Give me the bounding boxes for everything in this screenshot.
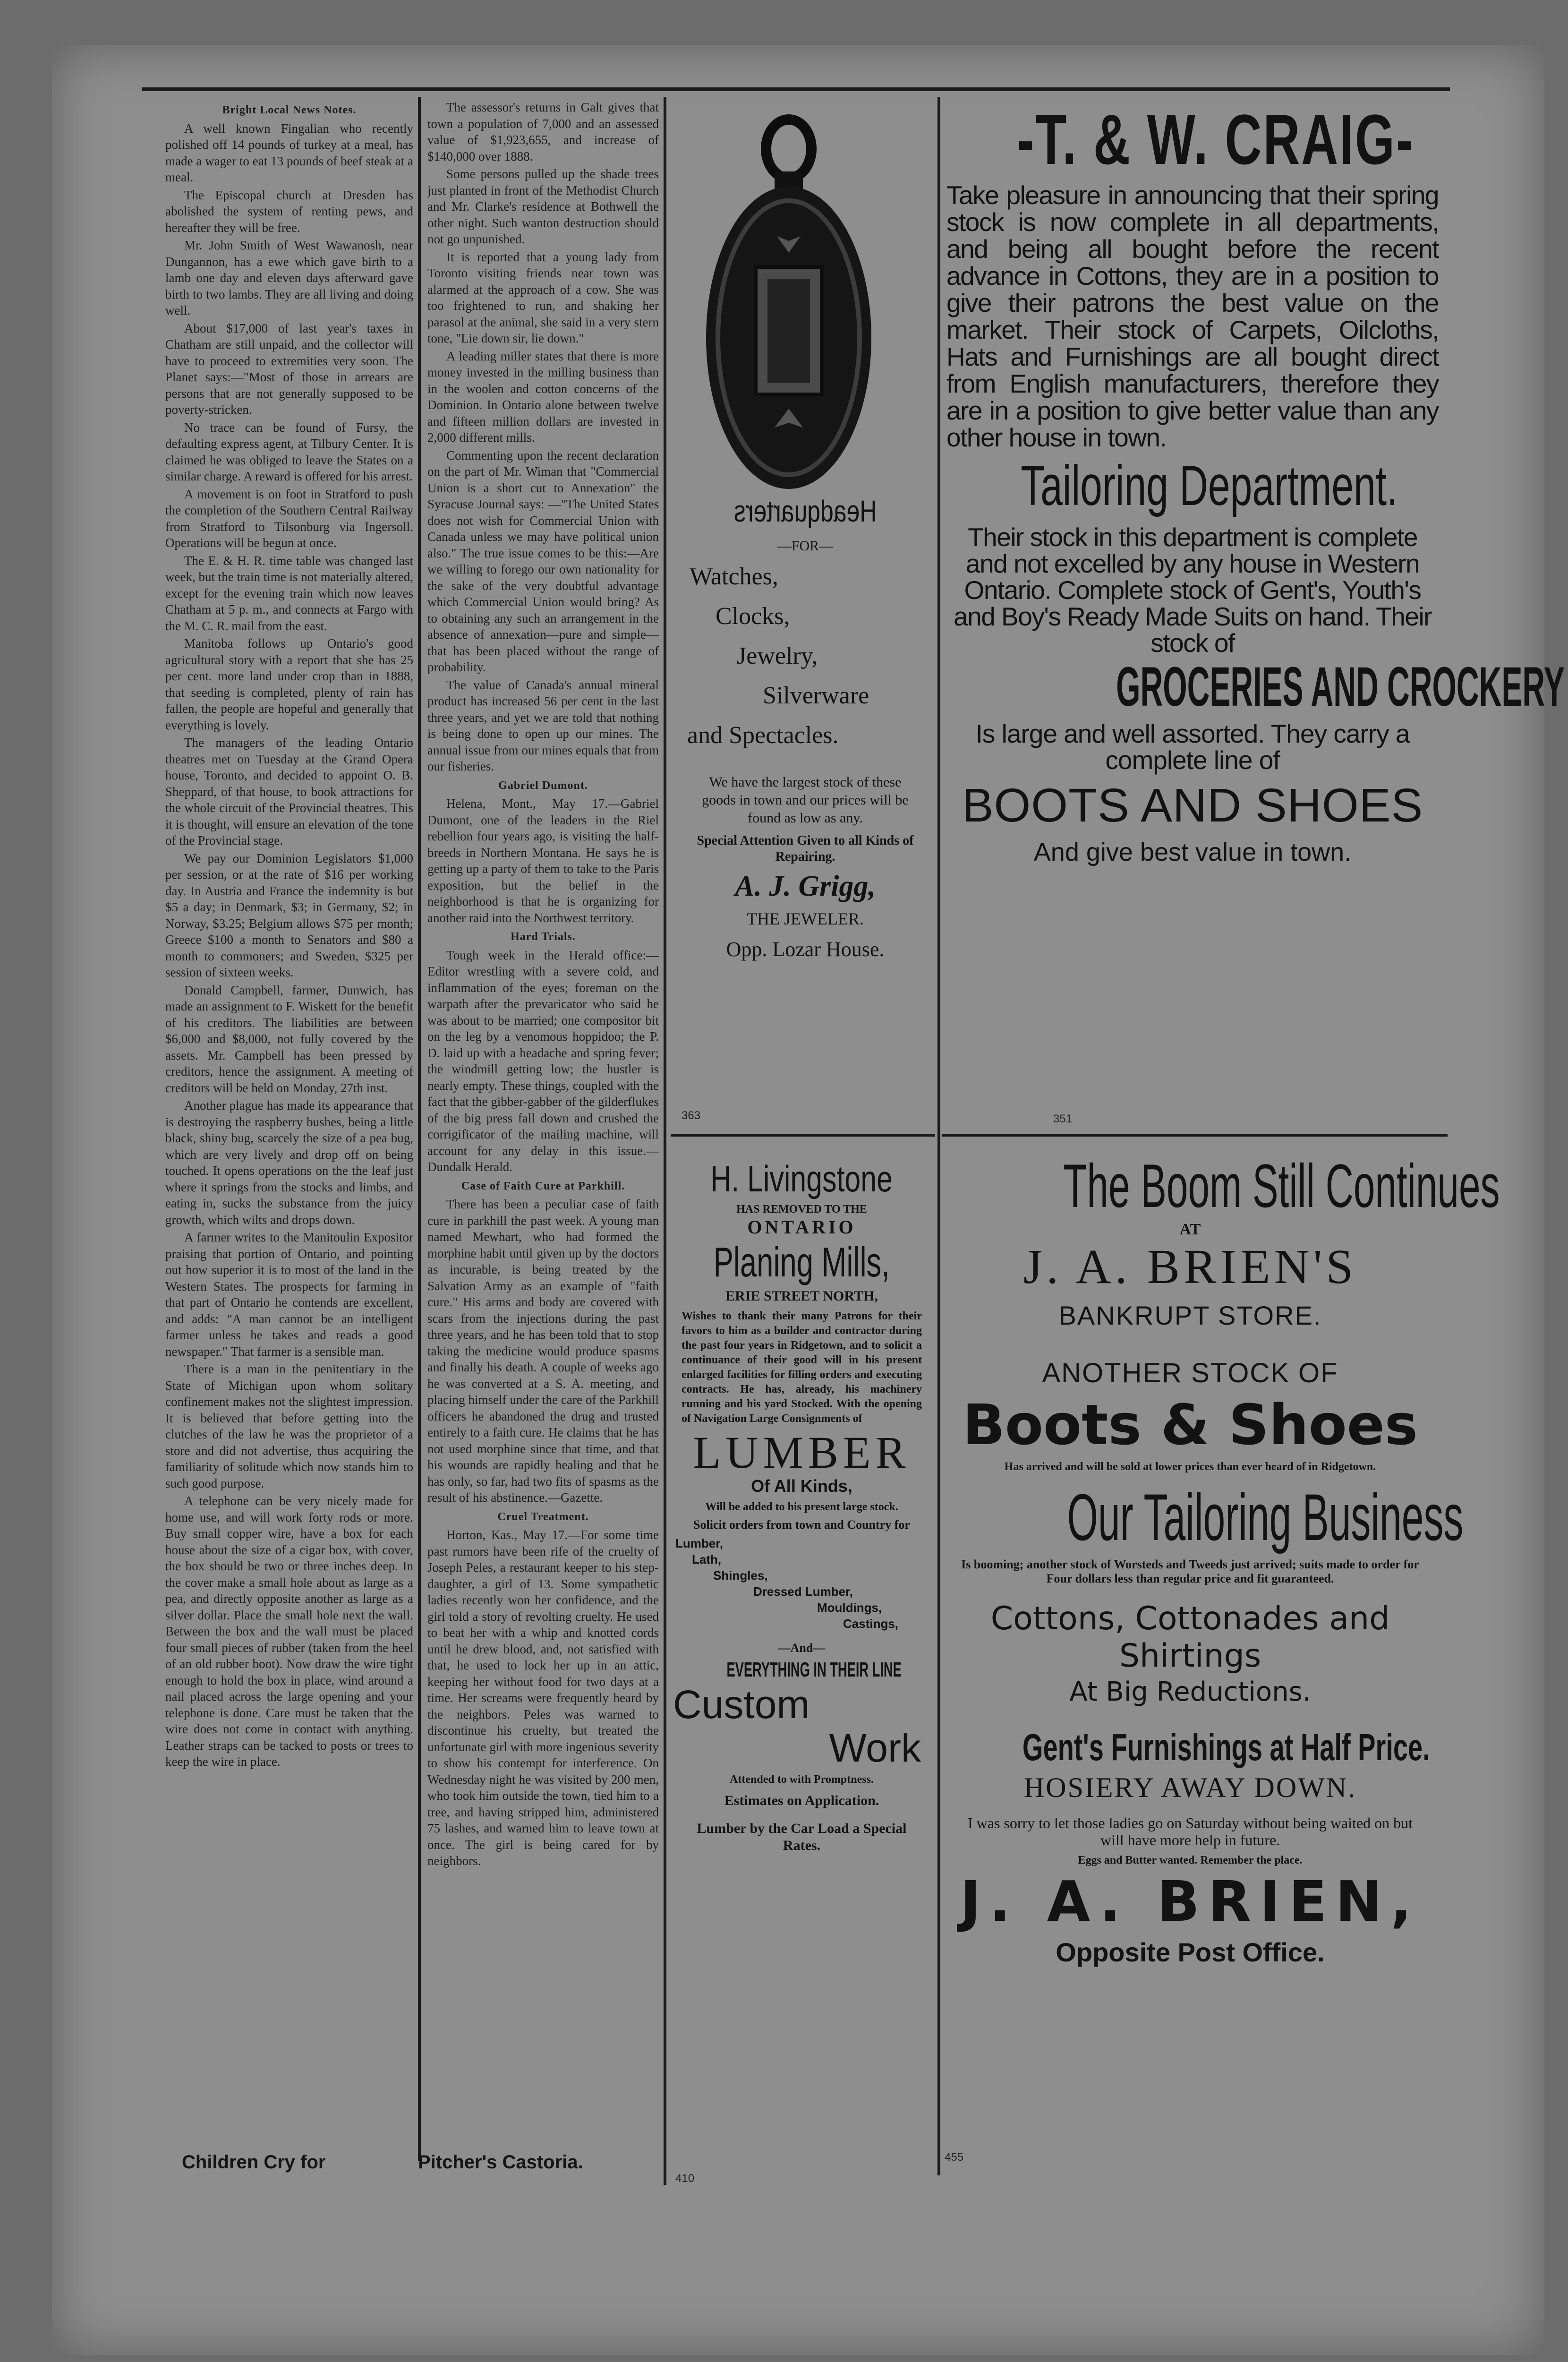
column-rule-1: [418, 97, 421, 2161]
craig-ad-number: 351: [1053, 1113, 1073, 1125]
column-rule-2: [664, 97, 666, 2185]
grigg-item-spectacles: and Spectacles.: [687, 722, 839, 749]
news-paragraph: About $17,000 of last year's taxes in Chatham are still unpaid, and the collector will have to proceed to extremities very soon. The Planet says:—"Most of those in arrears are persons that are not generally supposed to be poverty-stricken.: [165, 321, 413, 417]
product-castings: Castings,: [843, 1617, 899, 1631]
livingstone-removed: HAS REMOVED TO THE: [736, 1203, 867, 1215]
craig-boots-head: BOOTS AND SHOES: [962, 779, 1423, 832]
news-column-2: [427, 99, 659, 2145]
news-paragraph: There has been a peculiar case of faith cure in parkhill the past week. A young man named Mewhart, who had formed the morphine habit until given up by the doctors as incurable, is being treated by the Salvation Army as an example of "faith cure." His arms and body are covered with scars from the injections during the past three years, and he has been told that to stop taking the medicine would produce spasms and finally his death. A couple of weeks ago he was converted at a S. A. meeting, and placing himself under the care of the Parkhill officers he abandoned the drug and trusted entirely to a faith cure. He claims that he has not used morphine since that time, and that his wounds are rapidly healing and that he has only, so far, had two fits of spasms as the result of his abstinence.—Gazette.: [427, 1197, 659, 1505]
brien-reductions: At Big Reductions.: [1069, 1677, 1311, 1707]
livingstone-custom-work: [673, 1682, 930, 1772]
news-paragraph: A well known Fingalian who recently polished off 14 pounds of turkey at a meal, has made a wager to eat 13 pounds of beef steak at a meal.: [165, 121, 413, 184]
news-paragraph: A farmer writes to the Manitoulin Expositor praising that portion of Ontario, and pointing out how superior it is to most of the land in the Western States. The prospects for farming in that part of Ontario he contends are excellent, and adds: "A man cannot be an intelligent farmer unless he takes and reads a good newspaper." That farmer is a sensible man.: [165, 1230, 413, 1359]
news-column-title: Bright Local News Notes.: [222, 104, 357, 116]
news-paragraph: The value of Canada's annual mineral product has increased 56 per cent in the last three years, and yet we are told that nothing is being done to open up our mines. The annual issue from our mines equals that from our fisheries.: [427, 677, 659, 773]
livingstone-ontario: ONTARIO: [747, 1216, 856, 1238]
grigg-headline-inverted: Headquarters: [733, 494, 877, 528]
news-paragraph: Donald Campbell, farmer, Dunwich, has made an assignment to F. Wiskett for the benefit of his creditors. The liabilities are between $6,000 and $8,000, not fully covered by the assets. Mr. Campbell has been pressed by creditors, hence the assignment. A meeting of creditors will be held on Monday, 27th inst.: [165, 983, 413, 1095]
livingstone-everything: EVERYTHING IN THEIR LINE: [726, 1658, 902, 1681]
news-paragraph: Commenting upon the recent declaration on the part of Mr. Wiman that "Commercial Union is a short cut to Annexation" the Syracuse Journal says: —"The United States does not wish for Commercial Union with Canada unless we may have political union also." The true issue comes to be this:—Are we willing to forego our own nationality for the sake of the very doubtful advantage which Commercial Union would bring? As to obtaining any such an arrangement in the absence of annexation—pure and simple—that has been placed without the range of probability.: [427, 448, 659, 674]
livingstone-street: ERIE STREET NORTH,: [725, 1288, 878, 1304]
livingstone-and: —And—: [778, 1641, 826, 1655]
brien-location: Opposite Post Office.: [1056, 1937, 1325, 1967]
brien-cottons: Cottons, Cottonades and: [990, 1600, 1390, 1637]
brien-boom: The Boom Still Continues: [1063, 1151, 1500, 1220]
news-paragraph: A leading miller states that there is more money invested in the milling business than in the woolen and cotton concerns of the Dominion. In Ontario alone between twelve and fifteen million dollars are invested in 2,000 different mills.: [427, 349, 659, 445]
news-paragraph: The assessor's returns in Galt gives that town a population of 7,000 and an assessed value of $1,923,655, and increase of $140,000 over 1888.: [427, 100, 659, 163]
news-paragraph: Helena, Mont., May 17.—Gabriel Dumont, one of the leaders in the Riel rebellion four years ago, is visiting the half-breeds in Northern Montana. He says he is getting up a party of them to take to the Paris exposition, but the belief in the neighborhood is that he is organizing for another raid into the Northwest territory.: [427, 796, 659, 925]
brien-another: ANOTHER STOCK OF: [1042, 1358, 1338, 1388]
news-paragraph: A telephone can be very nicely made for home use, and will work forty rods or more. Buy small copper wire, have a box for each house about the size of a cigar box, with cover, the box should be two or three inches deep. In the cover make a small hole about as large as a pea, and directly opposite another as large as a silver dollar. Place the small hole next the wall. Between the box and the wall must be placed four small pieces of rubber (taken from the heel of an old rubber boot). Now draw the wire tight enough to hold the box in place, wind around a nail placed across the large opening and your telephone is done. Care must be taken that the wire does not come in contact with anything. Leather straps can be tacked to posts or trees to keep the wire in place.: [165, 1494, 413, 1769]
product-mouldings: Mouldings,: [817, 1600, 882, 1615]
news-paragraph: We pay our Dominion Legislators $1,000 per session, or at the rate of $16 per working day. In Austria and France the indemnity is but $5 a day; in Denmark, $3; in Germany, $2; in Norway, $3.25; Belgium allows $75 per month; Greece $100 a month to Senators and $80 a month to commoners; and Sweden, $325 per session of sixteen weeks.: [165, 851, 413, 979]
news-paragraph: Tough week in the Herald office:—Editor wrestling with a severe cold, and inflammation of the eyes; foreman on the warpath after the prevaricator who said he was about to be married; one compositor bit on the leg by a venomous hoppidoo; the P. D. laid up with a headache and spring fever; the windmill getting low; the hustler is nearly empty. These things, coupled with the fact that the gibber-gabber of the gilderflukes of the big press fall down and crushed the corrigificator of the mailing machine, will account for any delay in this issue.—Dundalk Herald.: [427, 948, 659, 1174]
brien-store-ad: [935, 1151, 1500, 1968]
livingstone-custom: Custom: [673, 1682, 810, 1727]
craig-groceries-head: GROCERIES AND CROCKERY: [1116, 656, 1565, 718]
brien-at: AT: [1179, 1221, 1201, 1238]
news-paragraph: Mr. John Smith of West Wawanosh, near Dungannon, has a ewe which gave birth to a lamb one day and eleven days afterward gave birth to two lambs. They are all living and doing well.: [165, 238, 413, 317]
brien-name: J. A. BRIEN'S: [1023, 1240, 1357, 1294]
top-rule: [142, 87, 1450, 91]
news-paragraph: A movement is on foot in Stratford to push the completion of the Southern Central Railway from Stratford to Tilsonburg via Ingersoll. Operations will be begun at once.: [165, 487, 413, 550]
castoria-ad-right: Pitcher's Castoria.: [418, 2152, 583, 2173]
brien-booming: Is booming; another stock of Worsteds and Tweeds just arrived; suits made to order for Four dollars less than regular price and fit guaranteed.: [961, 1558, 1419, 1585]
livingstone-carload: Lumber by the Car Load a Special Rates.: [697, 1821, 907, 1853]
livingstone-body: Wishes to thank their many Patrons for their favors to him as a builder and contractor during the past four years in Ridgetown, and to solicit a continuance of their good will in his present enlarged facilities for filling orders and executing contracts. He has, already, his machinery running and his yard Stocked. With the opening of Navigation Large Consignments of: [682, 1310, 922, 1425]
section-title-dumont: Gabriel Dumont.: [498, 779, 588, 792]
brien-boots: Boots & Shoes: [962, 1392, 1418, 1457]
news-paragraph: There is a man in the penitentiary in the State of Michigan upon whom solitary confinement makes not the slightest impression. It is believed that before getting into the clutches of the law he was the proprietor of a store and did not advertise, thus acquiring the familiarity of solitude which now stands him to such good purpose.: [165, 1362, 413, 1490]
castoria-ad-left: Children Cry for: [182, 2152, 326, 2173]
news-paragraph: It is reported that a young lady from Toronto visiting friends near town was alarmed at the approach of a cow. She was too frightened to run, and shaking her parasol at the animal, she said in a very stern tone, "Lie down sir, lie down.": [427, 249, 659, 345]
livingstone-ad-number: 410: [675, 2172, 695, 2185]
craig-bottom-rule: [942, 1134, 1448, 1137]
grigg-item-list: [680, 557, 930, 765]
craig-tailoring-body: Their stock in this department is complete and not excelled by any house in Western Ontario. Complete stock of Gent's, Youth's and Boy's Ready Made Suits on hand. Their stock of: [954, 522, 1432, 658]
craig-store-ad: [940, 100, 1565, 867]
news-paragraph: The Episcopal church at Dresden has abolished the system of renting pews, and hereafter they will be free.: [165, 188, 413, 235]
brien-tailoring: Our Tailoring Business: [1067, 1480, 1464, 1554]
grigg-bottom-rule: [671, 1134, 935, 1137]
grigg-item-jewelry: Jewelry,: [737, 642, 818, 669]
craig-closing: And give best value in town.: [1033, 838, 1352, 866]
news-paragraph: Another plague has made its appearance that is destroying the raspberry bushes, being a little black, shiny bug, scarcely the size of a pea bug, which are very lively and drop off on being touched. It opens operations on the the leaf just where it springs from the stocks and limbs, and eating in, sucks the substance from the juicy growth, which wilts and drops down.: [165, 1098, 413, 1227]
livingstone-mills: Planing Mills,: [713, 1239, 890, 1285]
grigg-name: A. J. Grigg,: [735, 870, 876, 902]
section-title-cruel-treatment: Cruel Treatment.: [497, 1510, 589, 1523]
craig-tailoring-head: Tailoring Department.: [1021, 454, 1398, 517]
brien-store: BANKRUPT STORE.: [1058, 1301, 1322, 1330]
livingstone-estimates: Estimates on Application.: [724, 1793, 879, 1808]
news-paragraph: The managers of the leading Ontario theatres met on Tuesday at the Grand Opera house, Toronto, and decided to appoint O. B. Sheppard, of that house, to book attractions for the whole circuit of the Provincial theatres. This it is thought, will ensure an elevation of the tone of the Provincial stage.: [165, 736, 413, 847]
grigg-body: We have the largest stock of these goods in town and our prices will be found as low as any.: [702, 774, 909, 826]
grigg-item-silverware: Silverware: [763, 682, 869, 709]
grigg-title: THE JEWELER.: [747, 909, 864, 928]
grigg-jeweler-ad: [680, 494, 930, 961]
brien-hosiery: HOSIERY AWAY DOWN.: [1023, 1772, 1357, 1803]
craig-groceries-body: Is large and well assorted. They carry a complete line of: [975, 719, 1410, 775]
news-paragraph: No trace can be found of Fursy, the defaulting express agent, at Tilbury Center. It is claimed he was obliged to leave the States on a similar charge. A reward is offered for his arrest.: [165, 420, 413, 483]
grigg-special: Special Attention Given to all Kinds of Repairing.: [697, 833, 914, 864]
product-lath: Lath,: [692, 1552, 722, 1566]
grigg-for: —FOR—: [777, 538, 834, 554]
livingstone-all-kinds: Of All Kinds,: [751, 1476, 852, 1496]
grigg-location: Opp. Lozar House.: [726, 938, 885, 961]
grigg-ad-number: 363: [682, 1109, 701, 1122]
news-paragraph: Some persons pulled up the shade trees just planted in front of the Methodist Church and Mr. Clarke's residence at Bothwell the other night. Such wanton destruction should not go unpunished.: [427, 167, 659, 246]
brien-arrived: Has arrived and will be sold at lower prices than ever heard of in Ridgetown.: [1004, 1461, 1376, 1473]
section-title-hard-trials: Hard Trials.: [511, 931, 576, 943]
product-lumber: Lumber,: [675, 1536, 724, 1550]
brien-eggs: Eggs and Butter wanted. Remember the place.: [1078, 1854, 1303, 1866]
news-column-1: [165, 99, 413, 2145]
grigg-item-watches: Watches,: [690, 563, 778, 590]
brien-signature: J. A. BRIEN,: [960, 1869, 1421, 1934]
brien-sorry: I was sorry to let those ladies go on Saturday without being waited on but will have more help in future.: [967, 1814, 1413, 1849]
livingstone-lumber-ad: [673, 1157, 930, 1854]
pocket-watch-illustration: [704, 111, 874, 498]
news-paragraph: Manitoba follows up Ontario's good agricultural story with a report that she has 25 per cent. more land under crop than in 1888, that seeding is completed, plenty of rain has fallen, the people are hopeful and generally that everything is lovely.: [165, 636, 413, 732]
brien-ad-number: 455: [945, 2151, 964, 2164]
livingstone-name: H. Livingstone: [710, 1158, 893, 1199]
brien-shirtings: Shirtings: [1119, 1637, 1261, 1675]
brien-gents: Gent's Furnishings at Half Price.: [1022, 1726, 1430, 1768]
product-shingles: Shingles,: [713, 1568, 768, 1583]
livingstone-lumber: LUMBER: [693, 1427, 911, 1478]
livingstone-added: Will be added to his present large stock.: [705, 1501, 898, 1513]
product-dressed-lumber: Dressed Lumber,: [753, 1584, 853, 1599]
livingstone-solicit: Solicit orders from town and Country for: [693, 1518, 910, 1532]
news-paragraph: Horton, Kas., May 17.—For some time past rumors have been rife of the cruelty of Joseph Peles, a restaurant keeper to his step-daughter, a girl of 13. Some sympathetic ladies recently won her confidence, and the girl told a story of revolting cruelty. He used to beat her with a whip and knotted cords until he drew blood, and, not satisfied with that, he used to lock her up in an attic, keeping her without food for two days at a time. Her screams were frequently heard by the neighbors. Peles was warned to discontinue his cruelty, but treated the unfortunate girl with more ingenious severity to show his contempt for interference. On Wednesday night he was visited by 200 men, who took him outside the town, tied him to a tree, and having stripped him, administered 75 lashes, and warned him to leave town at once. The girl is being cared for by neighbors.: [427, 1528, 659, 1868]
grigg-item-clocks: Clocks,: [716, 603, 790, 630]
livingstone-work: Work: [829, 1726, 921, 1770]
livingstone-product-list: [673, 1536, 930, 1635]
livingstone-promptness: Attended to with Promptness.: [730, 1773, 874, 1786]
section-title-faith-cure: Case of Faith Cure at Parkhill.: [461, 1180, 625, 1192]
news-paragraph: The E. & H. R. time table was changed last week, but the train time is not materially altered, except for the evening train which now leaves Chatham at 5 p. m., and connects at Fargo with the M. C. R. mail from the east.: [165, 553, 413, 633]
craig-intro: Take pleasure in announcing that their spring stock is now complete in all departments, and being all bought before the recent advance in Cottons, they are in a position to give their patrons the best value on the market. Their stock of Carpets, Oilcloths, Hats and Furnishings are all bought direct from English manufacturers, therefore they are in a position to give better value than any other house in town.: [946, 180, 1439, 452]
craig-name: -T. & W. CRAIG-: [1017, 100, 1415, 179]
